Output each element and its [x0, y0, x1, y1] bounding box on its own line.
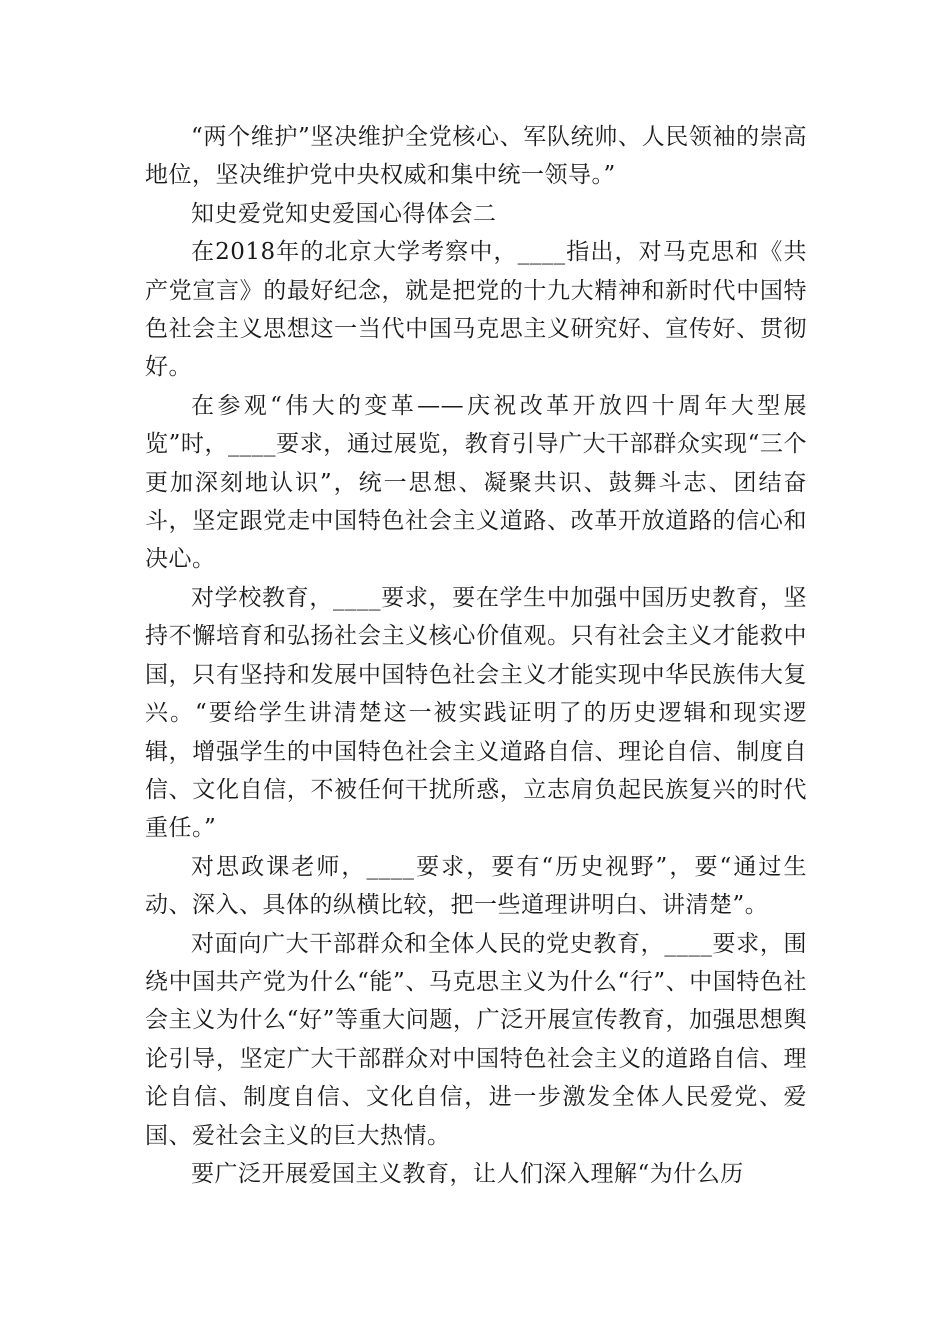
paragraph-peking-university: 在2018年的北京大学考察中，____指出，对马克思和《共产党宣言》的最好纪念，就是把党的十九大精神和新时代中国特色社会主义思想这一当代中国马克思主义研究好、宣传好、贯彻好。 [145, 239, 807, 381]
paragraph-continuation: “两个维护”坚决维护全党核心、军队统帅、人民领袖的崇高地位，坚决维护党中央权威和集中统一领导。” [145, 124, 807, 189]
paragraph-party-history-education: 对面向广大干部群众和全体人民的党史教育，____要求，围绕中国共产党为什么“能”、马克思主义为什么“行”、中国特色社会主义为什么“好”等重大问题，广泛开展宣传教育，加强思想舆论引导，坚定广大干部群众对中国特色社会主义的道路自信、理论自信、制度自信、文化自信，进一步激发全体人民爱党、爱国、爱社会主义的巨大热情。 [145, 930, 807, 1149]
paragraph-school-education: 对学校教育，____要求，要在学生中加强中国历史教育，坚持不懈培育和弘扬社会主义核心价值观。只有社会主义才能救中国，只有坚持和发展中国特色社会主义才能实现中华民族伟大复兴。“要给学生讲清楚这一被实践证明了的历史逻辑和现实逻辑，增强学生的中国特色社会主义道路自信、理论自信、制度自信、文化自信，不被任何干扰所惑，立志肩负起民族复兴的时代重任。” [145, 584, 807, 842]
paragraph-exhibition: 在参观“伟大的变革——庆祝改革开放四十周年大型展览”时，____要求，通过展览，教育引导广大干部群众实现“三个更加深刻地认识”，统一思想、凝聚共识、鼓舞斗志、团结奋斗，坚定跟党走中国特色社会主义道路、改革开放道路的信心和决心。 [145, 392, 807, 573]
document-body [145, 118, 807, 1193]
paragraph-political-teachers: 对思政课老师，____要求，要有“历史视野”，要“通过生动、深入、具体的纵横比较，把一些道理讲明白、讲清楚”。 [145, 853, 807, 919]
section-heading: 知史爱党知史爱国心得体会二 [191, 200, 497, 227]
paragraph-patriotic-education: 要广泛开展爱国主义教育，让人们深入理解“为什么历 [191, 1160, 744, 1187]
